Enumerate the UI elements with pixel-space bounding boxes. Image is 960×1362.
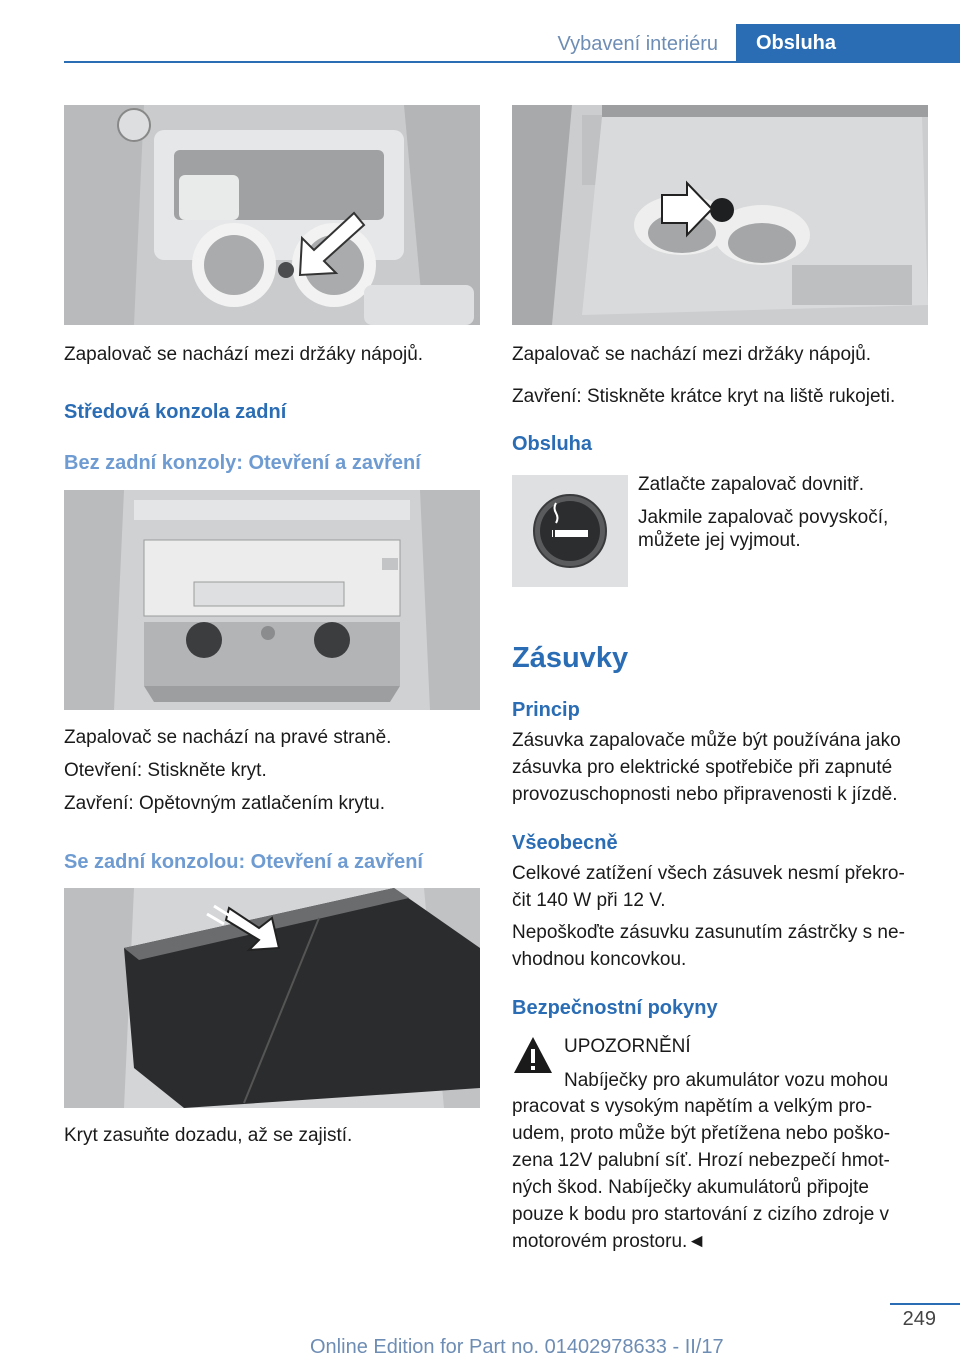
heading-sockets: Zásuvky [512, 642, 629, 674]
warning-line: pracovat s vysokým napětím a velkým pro‐ [512, 1096, 873, 1117]
heading-without-rear-console: Bez zadní konzoly: Otevření a zavření [64, 452, 421, 474]
text-lighter-pops-1: Jakmile zapalovač povyskočí, [638, 507, 889, 528]
footer-rule [890, 1303, 960, 1305]
general-line: čit 140 W při 12 V. [512, 890, 666, 911]
principle-paragraph [512, 727, 942, 808]
text-close-press-handle: Zavření: Stiskněte krátce kryt na liště rukojeti. [512, 386, 896, 407]
warning-title: UPOZORNĚNÍ [564, 1036, 691, 1057]
text-close-press-again: Zavření: Opětovným zatlačením krytu. [64, 793, 386, 814]
text-open-press-cover: Otevření: Stiskněte kryt. [64, 760, 267, 781]
warning-body [512, 1093, 942, 1255]
photo-front-cupholders [64, 105, 480, 325]
header-rule [64, 61, 960, 63]
general-paragraph-2 [512, 919, 942, 973]
caption-rear-lighter: Zapalovač se nachází mezi držáky nápojů. [512, 344, 872, 365]
caption-front-lighter: Zapalovač se nachází mezi držáky nápojů. [64, 344, 424, 365]
text-slide-cover-back: Kryt zasuňte dozadu, až se zajistí. [64, 1125, 353, 1146]
photo-rear-cupholders [512, 105, 928, 325]
principle-line: zásuvka pro elektrické spotřebiče při zapnuté [512, 757, 893, 778]
lighter-button-icon [512, 475, 628, 587]
warning-line: zena 12V palubní síť. Hrozí nebezpečí hmot‐ [512, 1150, 890, 1171]
warning-triangle-icon [512, 1033, 554, 1077]
text-lighter-pops-2: můžete jej vyjmout. [638, 530, 801, 551]
warning-line: pouze k bodu pro startování z cizího zdroje v [512, 1204, 890, 1225]
heading-principle: Princip [512, 699, 580, 721]
text-lighter-right-side: Zapalovač se nachází na pravé straně. [64, 727, 392, 748]
header-section-title: Vybavení interiéru [557, 33, 718, 55]
footer-edition: Online Edition for Part no. 01402978633 - II/17 [310, 1336, 724, 1358]
general-line: Nepoškoďte zásuvku zasunutím zástrčky s ne‐ [512, 922, 905, 943]
general-line: vhodnou koncovkou. [512, 949, 687, 970]
heading-rear-console: Středová konzola zadní [64, 401, 287, 423]
text-push-lighter-in: Zatlačte zapalovač dovnitř. [638, 474, 865, 495]
heading-operation: Obsluha [512, 433, 593, 455]
principle-line: Zásuvka zapalovače může být používána jako [512, 730, 901, 751]
photo-rear-panel [64, 490, 480, 710]
warning-line: udem, proto může být přetížena nebo poško‐ [512, 1123, 891, 1144]
heading-safety: Bezpečnostní pokyny [512, 997, 718, 1019]
heading-general: Všeobecně [512, 832, 618, 854]
principle-line: provozuschopnosti nebo připravenosti k jízdě. [512, 784, 898, 805]
general-paragraph-1 [512, 860, 942, 914]
page-number: 249 [902, 1308, 936, 1330]
general-line: Celkové zatížení všech zásuvek nesmí překro‐ [512, 863, 905, 884]
warning-line: motorovém prostoru.◄ [512, 1231, 707, 1252]
header-tab-obsluha: Obsluha [736, 24, 960, 62]
photo-rear-console-cover [64, 888, 480, 1108]
heading-with-rear-console: Se zadní konzolou: Otevření a zavření [64, 851, 423, 873]
warning-first-line: Nabíječky pro akumulátor vozu mohou [564, 1070, 889, 1091]
warning-line: ných škod. Nabíječky akumulátorů připojte [512, 1177, 869, 1198]
